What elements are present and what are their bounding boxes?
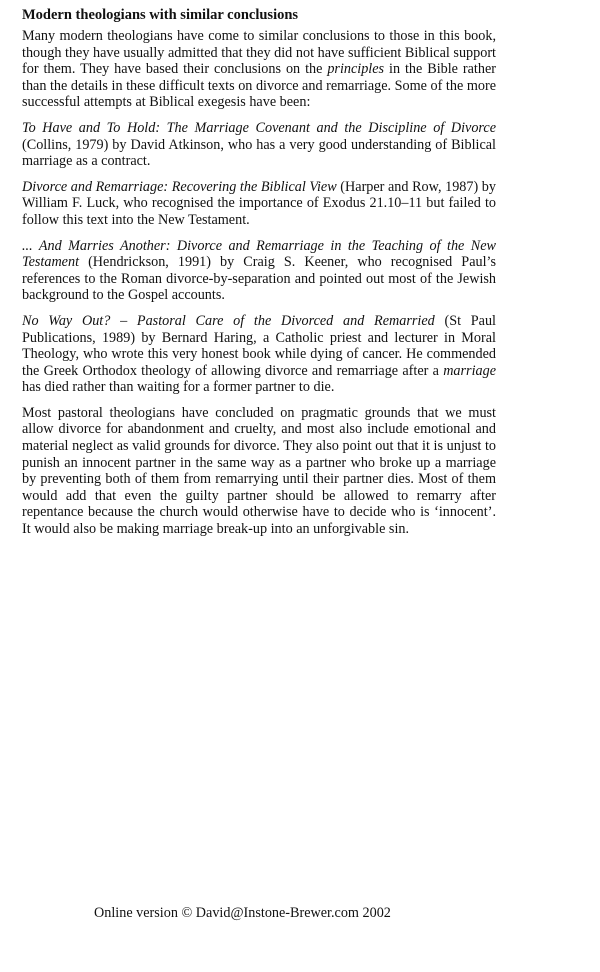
book-entry-atkinson [22,120,496,170]
book-title: Divorce and Remarriage: Recovering the Biblical View [22,178,337,195]
document-page [22,6,496,547]
intro-emphasis: principles [327,61,385,78]
book-title: To Have and To Hold: The Marriage Covenant and the Discipline of Divorce [22,119,496,136]
book-title: No Way Out? – Pastoral Care of the Divorced and Remarried [22,312,435,329]
intro-paragraph [22,28,496,111]
book-entry-keener [22,238,496,304]
book-description: (Hendrickson, 1991) by Craig S. Keener, who recognised Paul’s references to the Roman divorce-by-separation and pointed out most of the Jewish background to the Gospel accounts. [22,254,496,304]
book-description: (St Paul Publications, 1989) by Bernard Haring, a Catholic priest and lecturer in Moral Theology, who wrote this very honest book while dying of cancer. He commended the Greek Orthodox theology of allowing divorce and remarriage after a [22,312,496,379]
book-title: ... And Marries Another: Divorce and Remarriage in the Teaching of the New Testament [22,237,496,271]
book-emphasis: marriage [443,362,496,379]
book-entry-haring [22,313,496,396]
section-heading: Modern theologians with similar conclusions [22,7,299,23]
intro-text: Many modern theologians have come to similar conclusions to those in this book, though they have usually admitted that they did not have sufficient Biblical support for them. They have based their conclusions on the [22,28,496,78]
page-footer: Online version © David@Instone-Brewer.com 2002 [94,905,391,921]
book-description: (Collins, 1979) by David Atkinson, who has a very good understanding of Biblical marriage as a contract. [22,136,496,170]
intro-text-end: in the Bible rather than the details in these difficult texts on divorce and remarriage. Some of the more successful attempts at Biblical exegesis have been: [22,61,496,111]
book-description: (Harper and Row, 1987) by William F. Luck, who recognised the importance of Exodus 21.10–11 but failed to follow this text into the New Testament. [22,178,496,228]
book-entry-luck [22,179,496,229]
book-description-end: has died rather than waiting for a former partner to die. [22,379,335,396]
closing-paragraph: Most pastoral theologians have concluded on pragmatic grounds that we must allow divorce for abandonment and cruelty, and most also include emotional and material neglect as valid grounds for divorce. They also point out that it is unjust to punish an innocent partner in the same way as a partner who broke up a marriage by preventing both of them from remarrying until their partner dies. Most of them would add that even the guilty partner should be allowed to remarry after repentance because the church would otherwise have to decide who is ‘innocent’. It would also be making marriage break-up into an unforgivable sin. [22,404,496,538]
